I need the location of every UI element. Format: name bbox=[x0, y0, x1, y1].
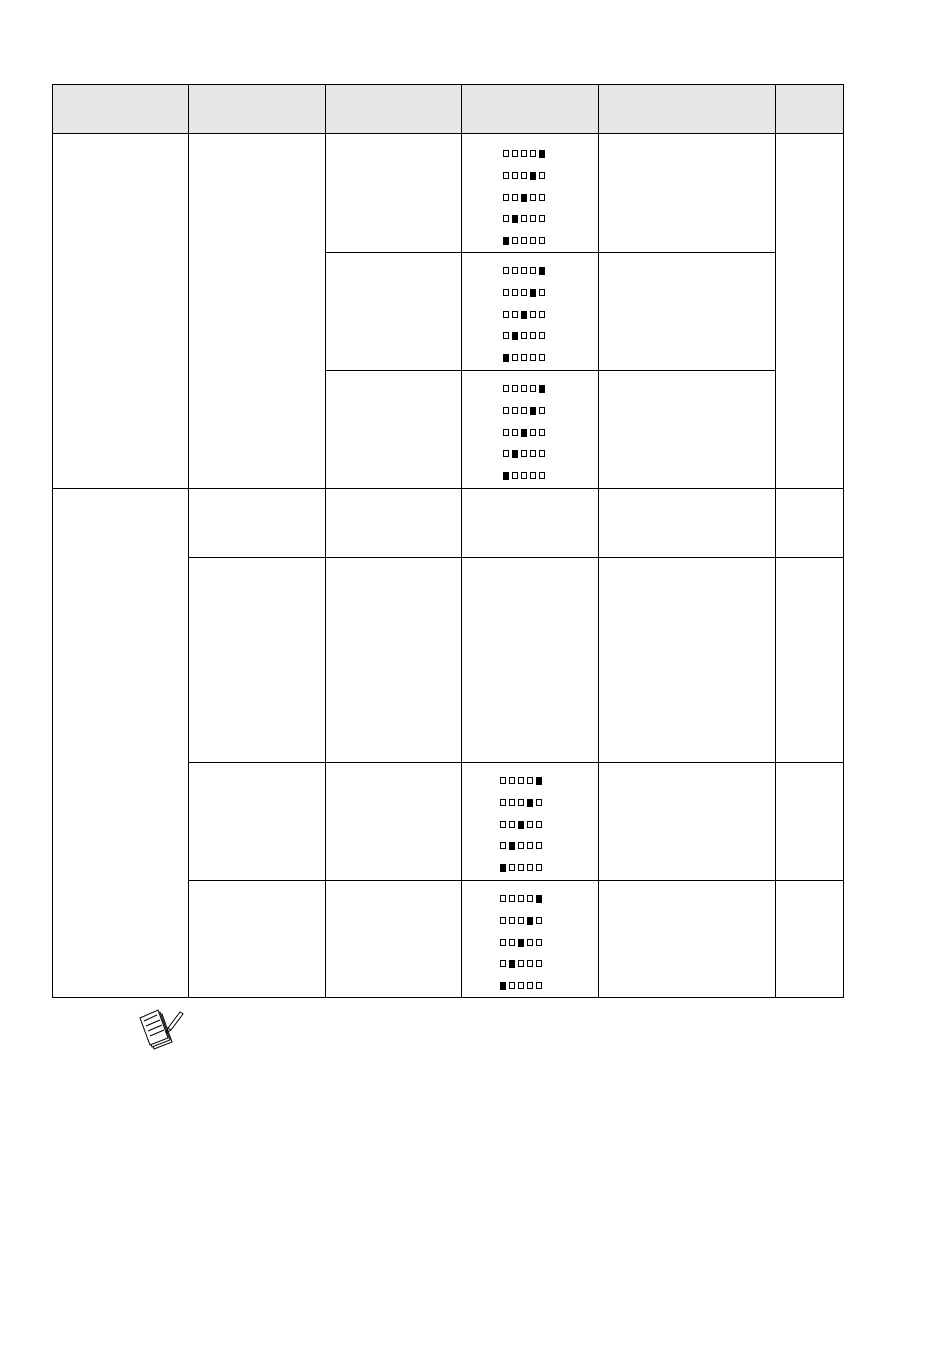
indicator-filled bbox=[512, 450, 518, 458]
table-header-row bbox=[53, 85, 843, 134]
col-border bbox=[598, 84, 599, 998]
level-indicator-row bbox=[503, 194, 545, 202]
indicator-filled bbox=[503, 354, 509, 362]
indicator-filled bbox=[503, 237, 509, 245]
indicator-filled bbox=[521, 429, 527, 437]
indicator-filled bbox=[536, 895, 542, 903]
indicator-filled bbox=[509, 960, 515, 968]
indicator-filled bbox=[539, 385, 545, 393]
indicator-filled bbox=[518, 821, 524, 829]
level-indicator-row bbox=[500, 982, 542, 990]
indicator-empty bbox=[512, 150, 518, 157]
indicator-empty bbox=[521, 450, 527, 457]
indicator-empty bbox=[518, 777, 524, 784]
indicator-empty bbox=[503, 385, 509, 392]
indicator-empty bbox=[527, 895, 533, 902]
indicator-empty bbox=[521, 472, 527, 479]
col-border bbox=[461, 84, 462, 998]
indicator-empty bbox=[536, 799, 542, 806]
indicator-empty bbox=[530, 332, 536, 339]
indicator-empty bbox=[503, 450, 509, 457]
indicator-empty bbox=[536, 864, 542, 871]
indicator-empty bbox=[503, 150, 509, 157]
level-indicator-row bbox=[503, 332, 545, 340]
level-indicator-row bbox=[503, 150, 545, 158]
level-indicator-row bbox=[500, 842, 542, 850]
indicator-empty bbox=[518, 864, 524, 871]
level-indicator-row bbox=[503, 472, 545, 480]
indicator-empty bbox=[503, 267, 509, 274]
indicator-empty bbox=[536, 917, 542, 924]
row-divider bbox=[325, 252, 776, 253]
indicator-empty bbox=[509, 821, 515, 828]
indicator-filled bbox=[500, 982, 506, 990]
indicator-empty bbox=[536, 960, 542, 967]
indicator-filled bbox=[530, 407, 536, 415]
indicator-empty bbox=[512, 172, 518, 179]
indicator-empty bbox=[521, 332, 527, 339]
indicator-empty bbox=[521, 407, 527, 414]
row-divider bbox=[325, 370, 776, 371]
indicator-empty bbox=[536, 982, 542, 989]
indicator-empty bbox=[521, 172, 527, 179]
level-indicator-row bbox=[503, 429, 545, 437]
indicator-empty bbox=[509, 895, 515, 902]
level-indicator-row bbox=[500, 939, 542, 947]
row-divider bbox=[188, 762, 844, 763]
indicator-empty bbox=[539, 450, 545, 457]
col-border bbox=[843, 84, 844, 998]
indicator-empty bbox=[503, 289, 509, 296]
level-indicator-row bbox=[500, 960, 542, 968]
indicator-empty bbox=[512, 237, 518, 244]
indicator-empty bbox=[521, 354, 527, 361]
indicator-empty bbox=[530, 429, 536, 436]
indicator-empty bbox=[503, 332, 509, 339]
indicator-empty bbox=[539, 354, 545, 361]
indicator-empty bbox=[512, 194, 518, 201]
indicator-empty bbox=[509, 864, 515, 871]
row-divider bbox=[188, 880, 844, 881]
indicator-empty bbox=[503, 311, 509, 318]
level-indicator-row bbox=[503, 354, 545, 362]
indicator-empty bbox=[512, 289, 518, 296]
indicator-filled bbox=[503, 472, 509, 480]
level-indicator-row bbox=[500, 821, 542, 829]
indicator-empty bbox=[539, 429, 545, 436]
indicator-empty bbox=[539, 472, 545, 479]
indicator-empty bbox=[509, 799, 515, 806]
indicator-filled bbox=[539, 150, 545, 158]
indicator-empty bbox=[539, 215, 545, 222]
indicator-empty bbox=[503, 407, 509, 414]
indicator-empty bbox=[521, 267, 527, 274]
indicator-empty bbox=[527, 864, 533, 871]
indicator-filled bbox=[539, 267, 545, 275]
indicator-filled bbox=[512, 332, 518, 340]
indicator-empty bbox=[527, 842, 533, 849]
indicator-empty bbox=[539, 289, 545, 296]
indicator-empty bbox=[521, 385, 527, 392]
indicator-empty bbox=[530, 215, 536, 222]
header-bottom-border bbox=[52, 133, 844, 134]
indicator-empty bbox=[512, 472, 518, 479]
indicator-empty bbox=[527, 982, 533, 989]
indicator-filled bbox=[527, 799, 533, 807]
indicator-filled bbox=[500, 864, 506, 872]
indicator-empty bbox=[530, 237, 536, 244]
indicator-empty bbox=[512, 311, 518, 318]
indicator-empty bbox=[518, 895, 524, 902]
indicator-empty bbox=[512, 267, 518, 274]
indicator-empty bbox=[527, 939, 533, 946]
indicator-empty bbox=[509, 777, 515, 784]
indicator-empty bbox=[518, 917, 524, 924]
level-indicator-row bbox=[500, 777, 542, 785]
level-indicator-row bbox=[500, 799, 542, 807]
level-indicator-row bbox=[500, 917, 542, 925]
indicator-empty bbox=[521, 150, 527, 157]
indicator-empty bbox=[518, 799, 524, 806]
level-indicator-row bbox=[503, 385, 545, 393]
indicator-empty bbox=[530, 450, 536, 457]
indicator-empty bbox=[536, 821, 542, 828]
indicator-filled bbox=[536, 777, 542, 785]
level-indicator-row bbox=[503, 172, 545, 180]
indicator-empty bbox=[503, 215, 509, 222]
indicator-empty bbox=[530, 354, 536, 361]
indicator-empty bbox=[521, 237, 527, 244]
level-indicator-row bbox=[500, 864, 542, 872]
indicator-empty bbox=[539, 194, 545, 201]
level-indicator-row bbox=[503, 311, 545, 319]
indicator-empty bbox=[536, 842, 542, 849]
indicator-empty bbox=[539, 311, 545, 318]
indicator-empty bbox=[500, 917, 506, 924]
indicator-empty bbox=[536, 939, 542, 946]
indicator-filled bbox=[521, 194, 527, 202]
indicator-empty bbox=[530, 311, 536, 318]
indicator-empty bbox=[509, 982, 515, 989]
indicator-empty bbox=[521, 215, 527, 222]
indicator-empty bbox=[530, 194, 536, 201]
indicator-empty bbox=[509, 917, 515, 924]
indicator-empty bbox=[500, 842, 506, 849]
table-bottom-border bbox=[52, 997, 844, 998]
col-border bbox=[775, 84, 776, 998]
level-indicator-row bbox=[503, 267, 545, 275]
indicator-empty bbox=[512, 429, 518, 436]
indicator-empty bbox=[512, 407, 518, 414]
indicator-empty bbox=[512, 354, 518, 361]
indicator-empty bbox=[530, 267, 536, 274]
indicator-filled bbox=[518, 939, 524, 947]
col-border bbox=[52, 84, 53, 998]
indicator-empty bbox=[503, 194, 509, 201]
indicator-empty bbox=[500, 777, 506, 784]
indicator-empty bbox=[539, 172, 545, 179]
level-indicator-row bbox=[503, 289, 545, 297]
indicator-filled bbox=[530, 172, 536, 180]
indicator-empty bbox=[503, 172, 509, 179]
indicator-empty bbox=[527, 777, 533, 784]
indicator-empty bbox=[503, 429, 509, 436]
level-indicator-row bbox=[503, 215, 545, 223]
indicator-filled bbox=[509, 842, 515, 850]
level-indicator-row bbox=[500, 895, 542, 903]
indicator-empty bbox=[530, 385, 536, 392]
indicator-filled bbox=[521, 311, 527, 319]
indicator-filled bbox=[512, 215, 518, 223]
row-divider bbox=[188, 557, 844, 558]
indicator-empty bbox=[539, 407, 545, 414]
indicator-empty bbox=[500, 895, 506, 902]
indicator-empty bbox=[500, 960, 506, 967]
col-border bbox=[188, 84, 189, 998]
indicator-empty bbox=[509, 939, 515, 946]
notepad-pencil-icon bbox=[138, 1008, 184, 1050]
indicator-filled bbox=[527, 917, 533, 925]
indicator-empty bbox=[527, 821, 533, 828]
indicator-empty bbox=[500, 799, 506, 806]
indicator-empty bbox=[500, 939, 506, 946]
level-indicator-row bbox=[503, 237, 545, 245]
col-border bbox=[325, 84, 326, 998]
indicator-empty bbox=[500, 821, 506, 828]
indicator-empty bbox=[518, 842, 524, 849]
indicator-empty bbox=[539, 237, 545, 244]
level-indicator-row bbox=[503, 407, 545, 415]
indicator-empty bbox=[530, 150, 536, 157]
indicator-filled bbox=[530, 289, 536, 297]
indicator-empty bbox=[512, 385, 518, 392]
level-indicator-row bbox=[503, 450, 545, 458]
section-divider bbox=[52, 488, 844, 489]
indicator-empty bbox=[530, 472, 536, 479]
indicator-empty bbox=[518, 960, 524, 967]
indicator-empty bbox=[527, 960, 533, 967]
indicator-empty bbox=[518, 982, 524, 989]
table-top-border bbox=[52, 84, 844, 85]
indicator-empty bbox=[539, 332, 545, 339]
indicator-empty bbox=[521, 289, 527, 296]
